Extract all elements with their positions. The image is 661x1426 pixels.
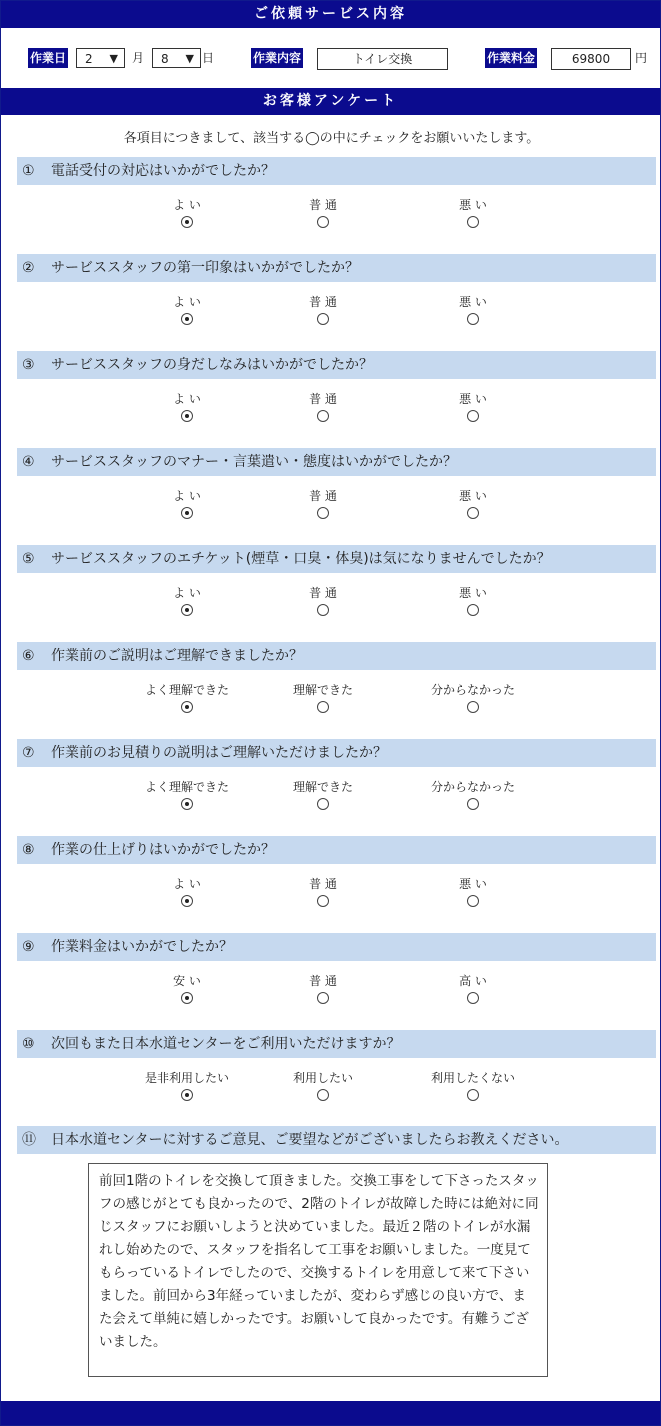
answer-option-label: 理解できた [292, 683, 353, 697]
radio-button-checked[interactable] [181, 798, 193, 810]
footer-band [1, 1401, 660, 1425]
question-text: 作業前のお見積りの説明はご理解いただけましたか？ [51, 745, 387, 761]
answer-option[interactable] [263, 1070, 383, 1105]
answer-option[interactable] [413, 197, 533, 232]
date-label: 作業日 [28, 48, 68, 68]
question-text: サービススタッフのマナー・言葉遣い・態度はいかがでしたか？ [51, 454, 457, 470]
answer-option-label: 悪 い [459, 489, 487, 503]
radio-button-checked[interactable] [181, 701, 193, 713]
survey-instruction: 各項目につきまして、該当する◯の中にチェックをお願いいたします。 [123, 131, 540, 146]
answer-option-label: 悪 い [459, 586, 487, 600]
question-number: ③ [22, 357, 35, 373]
radio-button[interactable] [317, 701, 329, 713]
question-11 [17, 1126, 656, 1154]
question-text: 作業料金はいかがでしたか？ [51, 939, 233, 955]
answer-option[interactable] [263, 197, 383, 232]
question-7 [17, 739, 656, 767]
fee-unit: 円 [635, 51, 648, 65]
answer-option[interactable] [127, 1070, 247, 1105]
question-number: ⑦ [22, 745, 35, 761]
answer-option-label: 普 通 [309, 392, 337, 406]
answer-option-label: 分からなかった [430, 780, 515, 794]
radio-button[interactable] [317, 798, 329, 810]
answer-option[interactable] [413, 488, 533, 523]
radio-button-checked[interactable] [181, 216, 193, 228]
answer-option[interactable] [263, 391, 383, 426]
answer-option-label: よ い [173, 295, 201, 309]
radio-button[interactable] [317, 507, 329, 519]
answer-option-label: 普 通 [309, 198, 337, 212]
question-4 [17, 448, 656, 476]
answer-option[interactable] [263, 876, 383, 911]
question-number: ④ [22, 454, 35, 470]
work-content-field[interactable]: トイレ交換 [317, 48, 448, 70]
job-info-row [1, 1, 660, 87]
radio-button[interactable] [317, 216, 329, 228]
answer-option[interactable] [413, 779, 533, 814]
comment-textarea[interactable]: 前回1階のトイレを交換して頂きました。交換工事をして下さったスタッフの感じがとても良かったので、2階のトイレが故障した時には絶対に同じスタッフにお願いしようと決めていました。最近２階のトイレが水漏れし始めたので、スタッフを指名して工事をお願いしました。一度見てもらっているトイレでしたので、交換するトイレを用意して来て下さいました。前回から3年経っていましたが、変わらず感じの良い方で、また会えて単純に嬉しかったです。お願いして良かったです。有難うございました。 [88, 1163, 548, 1377]
radio-button-checked[interactable] [181, 313, 193, 325]
answer-option[interactable] [127, 197, 247, 232]
month-unit: 月 [132, 51, 145, 65]
survey-header [1, 88, 660, 115]
answer-option-label: よ い [173, 489, 201, 503]
answer-option-label: よく理解できた [144, 683, 229, 697]
fee-label: 作業料金 [485, 48, 537, 68]
question-5 [17, 545, 656, 573]
answer-option-label: よ い [173, 586, 201, 600]
question-text: 電話受付の対応はいかがでしたか？ [51, 163, 275, 179]
answer-option[interactable] [413, 682, 533, 717]
question-text: 日本水道センターに対するご意見、ご要望などがございましたらお教えください。 [51, 1132, 569, 1148]
question-number: ② [22, 260, 35, 276]
question-number: ① [22, 163, 35, 179]
answer-option[interactable] [413, 973, 533, 1008]
radio-button-checked[interactable] [181, 604, 193, 616]
question-3 [17, 351, 656, 379]
answer-option-label: 利用したい [292, 1071, 353, 1085]
answer-option[interactable] [413, 585, 533, 620]
day-select[interactable] [152, 48, 201, 68]
answer-option[interactable] [413, 876, 533, 911]
question-text: サービススタッフのエチケット(煙草・口臭・体臭)は気になりませんでしたか？ [51, 551, 551, 567]
question-number: ⑧ [22, 842, 35, 858]
radio-button[interactable] [467, 992, 479, 1004]
answer-option[interactable] [127, 682, 247, 717]
question-6 [17, 642, 656, 670]
answer-option-label: 安 い [173, 974, 201, 988]
question-number: ⑨ [22, 939, 35, 955]
answer-option-label: 利用したくない [430, 1071, 515, 1085]
answer-option-label: 普 通 [309, 974, 337, 988]
question-number: ⑩ [22, 1036, 35, 1052]
question-10 [17, 1030, 656, 1058]
answer-option[interactable] [127, 391, 247, 426]
answer-option-label: よ い [173, 392, 201, 406]
answer-option[interactable] [413, 1070, 533, 1105]
answer-option-label: 普 通 [309, 877, 337, 891]
day-value: 8 [161, 52, 169, 66]
question-text: サービススタッフの身だしなみはいかがでしたか？ [51, 357, 373, 373]
answer-option[interactable] [413, 391, 533, 426]
chevron-down-icon: ▼ [185, 52, 194, 65]
radio-button[interactable] [317, 1089, 329, 1101]
radio-button[interactable] [467, 895, 479, 907]
radio-button[interactable] [467, 216, 479, 228]
answer-option[interactable] [413, 294, 533, 329]
answer-option[interactable] [127, 294, 247, 329]
answer-option-label: 悪 い [459, 198, 487, 212]
radio-button[interactable] [467, 798, 479, 810]
question-2 [17, 254, 656, 282]
day-unit: 日 [202, 51, 215, 65]
question-text: サービススタッフの第一印象はいかがでしたか？ [51, 260, 359, 276]
answer-option[interactable] [263, 779, 383, 814]
answer-option-label: 分からなかった [430, 683, 515, 697]
answer-option-label: 悪 い [459, 392, 487, 406]
answer-option[interactable] [263, 682, 383, 717]
radio-button-checked[interactable] [181, 507, 193, 519]
radio-button[interactable] [317, 992, 329, 1004]
radio-button-checked[interactable] [181, 992, 193, 1004]
radio-button-checked[interactable] [181, 895, 193, 907]
radio-button[interactable] [317, 313, 329, 325]
answer-option-label: よ い [173, 198, 201, 212]
month-select[interactable] [76, 48, 125, 68]
month-value: 2 [85, 52, 93, 66]
service-header-title: ご依頼サービス内容 [254, 6, 407, 22]
answer-option[interactable] [127, 488, 247, 523]
radio-button[interactable] [467, 701, 479, 713]
question-1 [17, 157, 656, 185]
question-8 [17, 836, 656, 864]
answer-option[interactable] [263, 488, 383, 523]
radio-button[interactable] [467, 410, 479, 422]
radio-button[interactable] [317, 604, 329, 616]
question-text: 次回もまた日本水道センターをご利用いただけますか？ [51, 1036, 401, 1052]
answer-option[interactable] [127, 779, 247, 814]
work-content-label: 作業内容 [251, 48, 303, 68]
question-text: 作業の仕上げりはいかがでしたか？ [51, 842, 275, 858]
radio-button-checked[interactable] [181, 410, 193, 422]
answer-option-label: よく理解できた [144, 780, 229, 794]
fee-field[interactable]: 69800 [551, 48, 631, 70]
answer-option[interactable] [127, 973, 247, 1008]
radio-button[interactable] [317, 895, 329, 907]
question-text: 作業前のご説明はご理解できましたか？ [51, 648, 303, 664]
question-number: ⑪ [22, 1132, 36, 1148]
survey-header-title: お客様アンケート [262, 93, 399, 109]
answer-option[interactable] [263, 973, 383, 1008]
radio-button[interactable] [467, 1089, 479, 1101]
answer-option[interactable] [127, 876, 247, 911]
radio-button[interactable] [467, 604, 479, 616]
answer-option-label: 普 通 [309, 586, 337, 600]
radio-button[interactable] [467, 507, 479, 519]
answer-option-label: 理解できた [292, 780, 353, 794]
answer-option[interactable] [263, 585, 383, 620]
radio-button[interactable] [467, 313, 479, 325]
question-number: ⑥ [22, 648, 35, 664]
chevron-down-icon: ▼ [109, 52, 118, 65]
answer-option-label: 普 通 [309, 295, 337, 309]
answer-option-label: 普 通 [309, 489, 337, 503]
answer-option-label: 高 い [459, 974, 487, 988]
radio-button-checked[interactable] [181, 1089, 193, 1101]
answer-option-label: よ い [173, 877, 201, 891]
question-number: ⑤ [22, 551, 35, 567]
radio-button[interactable] [317, 410, 329, 422]
answer-option-label: 是非利用したい [144, 1071, 229, 1085]
answer-option[interactable] [127, 585, 247, 620]
question-9 [17, 933, 656, 961]
answer-option[interactable] [263, 294, 383, 329]
answer-option-label: 悪 い [459, 877, 487, 891]
answer-option-label: 悪 い [459, 295, 487, 309]
